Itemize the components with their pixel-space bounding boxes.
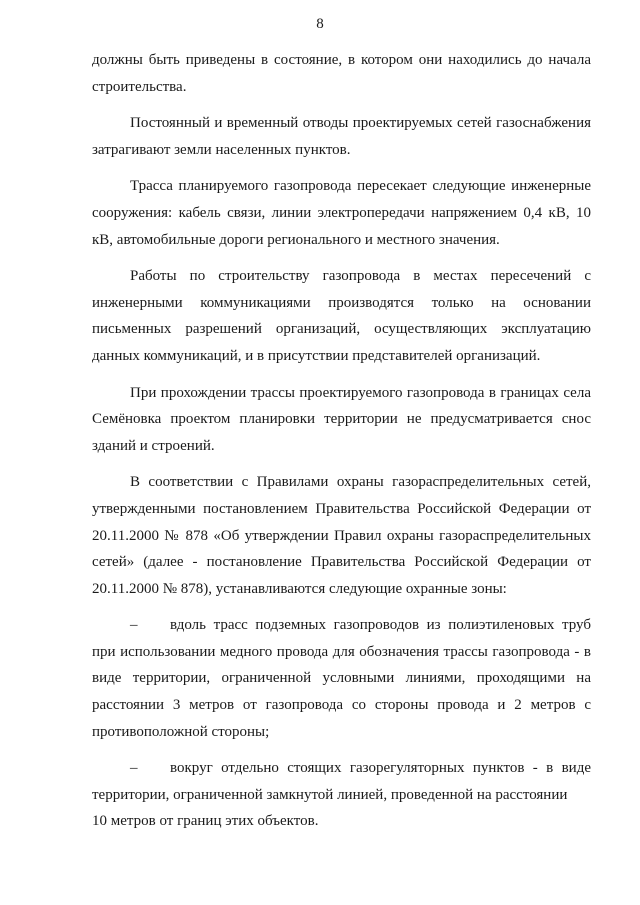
list-item-text: вокруг отдельно стоящих газорегуляторных пунктов - в виде территории, ограниченной замкнутой линией, проведенной на расстоянии — [92, 760, 591, 803]
paragraph-route-crossings: Трасса планируемого газопровода пересекает следующие инженерные сооружения: кабель связи, линии электропередачи напряжением 0,4 кВ, 10 кВ, автомобильные дороги регионального и местного значения. — [92, 178, 591, 248]
list-dash: – — [130, 760, 138, 777]
paragraph-gap — [92, 602, 591, 612]
paragraph-gap — [92, 253, 591, 263]
list-dash: – — [130, 617, 138, 634]
paragraph-restoration: должны быть приведены в состояние, в котором они находились до начала строительства. — [92, 52, 591, 95]
paragraph-gap — [92, 370, 591, 380]
paragraph-gap — [92, 459, 591, 469]
list-item-text: вдоль трасс подземных газопроводов из полиэтиленовых труб при использовании медного провода для обозначения трассы газопровода - в виде территории, ограниченной условными линиями, проходящими на расстоянии 3 метров от газопровода со стороны провода и 2 метров с противоположной стороны; — [92, 617, 591, 740]
document-body — [92, 47, 591, 835]
paragraph-gap — [92, 100, 591, 110]
page-number: 8 — [316, 16, 324, 32]
paragraph-protection-rules: В соответствии с Правилами охраны газораспределительных сетей, утвержденными постановлением Правительства Российской Федерации от 20.11.2000 № 878 «Об утверждении Правил охраны газораспределительных сетей» (далее - постановление Правительства Российской Федерации от 20.11.2000 № 878), устанавливаются следующие охранные зоны: — [92, 474, 591, 597]
list-item-tail: 10 метров от границ этих объектов. — [92, 813, 319, 830]
list-item-underground-pipelines — [92, 612, 591, 745]
paragraph-gap — [92, 745, 591, 755]
paragraph-land-allotment: Постоянный и временный отводы проектируемых сетей газоснабжения затрагивают земли населенных пунктов. — [92, 115, 591, 158]
paragraph-construction-works: Работы по строительству газопровода в местах пересечений с инженерными коммуникациями производятся только на основании письменных разрешений организаций, осуществляющих эксплуатацию данных коммуникаций, и в присутствии представителей организаций. — [92, 268, 591, 364]
list-item-regulator-points — [92, 755, 591, 808]
paragraph-village-route: При прохождении трассы проектируемого газопровода в границах села Семёновка проектом планировки территории не предусматривается снос зданий и строений. — [92, 384, 591, 454]
paragraph-gap — [92, 163, 591, 173]
